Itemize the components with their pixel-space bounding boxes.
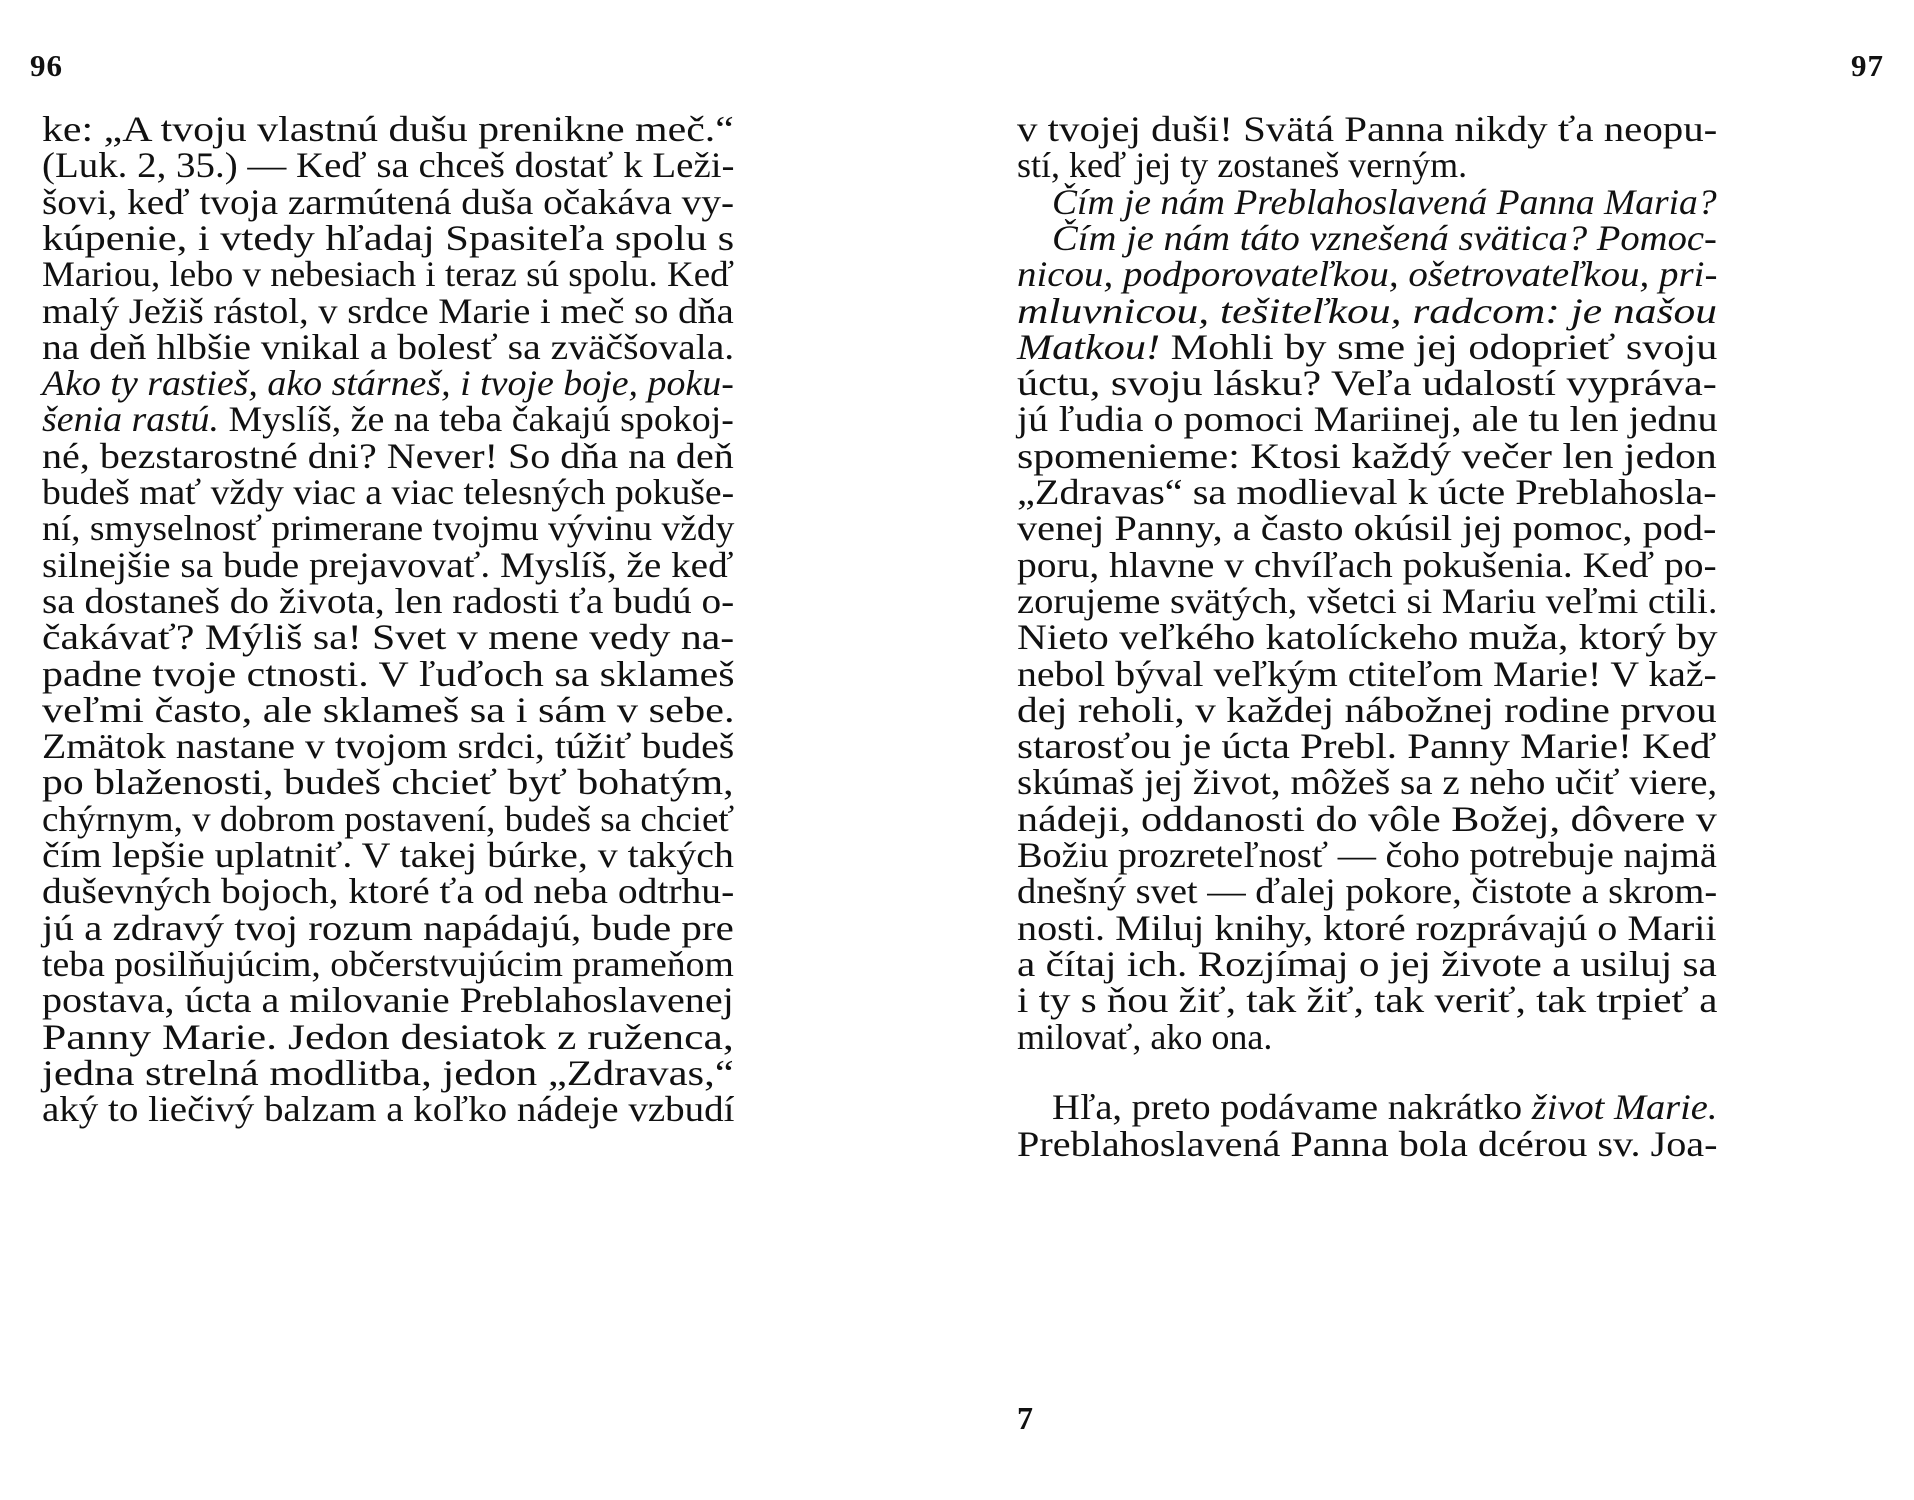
text-line: Božiu prozreteľnosť — čoho potrebuje najmä [1017,835,1717,875]
text-line: padne tvoje ctnosti. V ľuďoch sa sklameš [42,653,735,694]
text-line: postava, úcta a milovanie Preblahoslavenej [42,980,734,1021]
text-line: Hľa, preto podávame nakrátko život Marie. [1052,1087,1718,1127]
text-line: nosti. Miluj knihy, ktoré rozprávajú o Marii [1017,907,1717,948]
text-line: né, bezstarostné dni? Never! So dňa na deň [42,435,734,476]
page-number-left: 96 [30,48,63,83]
text-line: budeš mať vždy viac a viac telesných pokuše- [42,472,735,512]
text-line: ní, smyselnosť primerane tvojmu vývinu vždy [42,508,735,549]
text-line: úctu, svoju lásku? Veľa udalostí vypráva- [1017,363,1717,404]
text-line: skúmaš jej život, môžeš sa z neho učiť viere, [1017,762,1718,803]
text-line: a čítaj ich. Rozjímaj o jej živote a usiluj sa [1017,943,1717,984]
text-line: poru, hlavne v chvíľach pokušenia. Keď po- [1017,544,1717,585]
italic-run: nicou, podporovateľkou, ošetrovateľkou, pri- [1017,254,1718,295]
text-line: nádeji, oddanosti do vôle Božej, dôvere v [1017,798,1717,839]
text-line: venej Panny, a často okúsil jej pomoc, pod- [1017,508,1717,549]
text-line: jedna strelná modlitba, jedon „Zdravas,“ [42,1052,734,1093]
text-line: silnejšie sa bude prejavovať. Myslíš, že keď [42,544,734,585]
text-line: starosťou je úcta Prebl. Panny Marie! Keď [1017,726,1717,767]
text-line: „Zdravas“ sa modlieval k úcte Preblahosla- [1017,472,1717,512]
italic-run: mluvnicou, tešiteľkou, radcom: je našou [1017,290,1717,331]
text-line: malý Ježiš rástol, v srdce Marie i meč so dňa [42,290,734,331]
text-line: Nieto veľkého katolíckeho muža, ktorý by [1017,617,1718,658]
right-page [957,0,1914,1500]
text-line: chýrnym, v dobrom postavení, budeš sa chcieť [42,798,735,839]
text-line: sa dostaneš do života, len radosti ťa budú o- [42,580,735,621]
text-line: Panny Marie. Jedon desiatok z ruženca, [42,1016,734,1057]
text-line: Mariou, lebo v nebesiach i teraz sú spolu. Keď [42,254,735,295]
text-line: teba posilňujúcim, občerstvujúcim prameňom [42,943,734,984]
text-line: na deň hlbšie vnikal a bolesť sa zväčšovala. [42,326,735,367]
text-line: dej reholi, v každej nábožnej rodine prvou [1017,689,1717,730]
text-line: aký to liečivý balzam a koľko nádeje vzbudí [42,1089,735,1130]
page-number-right: 97 [1851,48,1884,83]
text-line: jú ľudia o pomoci Mariinej, ale tu len jednu [1017,399,1718,440]
text-line: duševných bojoch, ktoré ťa od neba odtrhu- [42,871,735,912]
text-line: (Luk. 2, 35.) — Keď sa chceš dostať k Leži- [42,145,735,186]
text-line: šovi, keď tvoja zarmútená duša očakáva vy- [42,181,735,222]
text-line: šenia rastú. Myslíš, že na teba čakajú spokoj- [42,399,734,440]
text-line: Matkou! Mohli by sme jej odoprieť svoju [1017,326,1718,367]
italic-run: Matkou! [1017,326,1161,367]
text-line: dnešný svet — ďalej pokore, čistote a skrom- [1017,871,1718,912]
text-line: čím lepšie uplatniť. V takej búrke, v takých [42,835,734,875]
text-line: v tvojej duši! Svätá Panna nikdy ťa neopu- [1017,109,1718,149]
text-line: Preblahoslavená Panna bola dcérou sv. Joa- [1017,1123,1718,1164]
text-line: po blaženosti, budeš chcieť byť bohatým, [42,762,734,803]
text-line: milovať, ako ona. [1017,1016,1273,1057]
signature-mark: 7 [1017,1400,1033,1436]
text-line: stí, keď jej ty zostaneš verným. [1017,145,1468,186]
text-line: jú a zdravý tvoj rozum napádajú, bude pre [42,907,734,948]
text-line: spomenieme: Ktosi každý večer len jedon [1017,435,1717,476]
text-line: kúpenie, i vtedy hľadaj Spasiteľa spolu s [42,217,735,258]
text-line: zorujeme svätých, všetci si Mariu veľmi ctili. [1017,580,1718,621]
text-line: Zmätok nastane v tvojom srdci, túžiť budeš [42,726,735,767]
italic-run: Čím je nám Preblahoslavená Panna Maria? [1052,181,1717,222]
italic-run: Ako ty rastieš, ako stárneš, i tvoje boje, poku- [42,363,734,404]
italic-run: život Marie. [1531,1087,1718,1127]
text-line: ke: „A tvoju vlastnú dušu prenikne meč.“ [42,109,734,149]
text-line: nebol býval veľkým ctiteľom Marie! V kaž- [1017,653,1717,694]
text-line: veľmi často, ale sklameš sa i sám v sebe. [42,689,735,730]
italic-run: Čím je nám táto vznešená svätica? Pomoc- [1052,217,1717,258]
text-line: i ty s ňou žiť, tak žiť, tak veriť, tak trpieť a [1017,980,1718,1021]
italic-run: šenia rastú. [42,399,219,440]
text-line: čakávať? Mýliš sa! Svet v mene vedy na- [42,617,735,658]
